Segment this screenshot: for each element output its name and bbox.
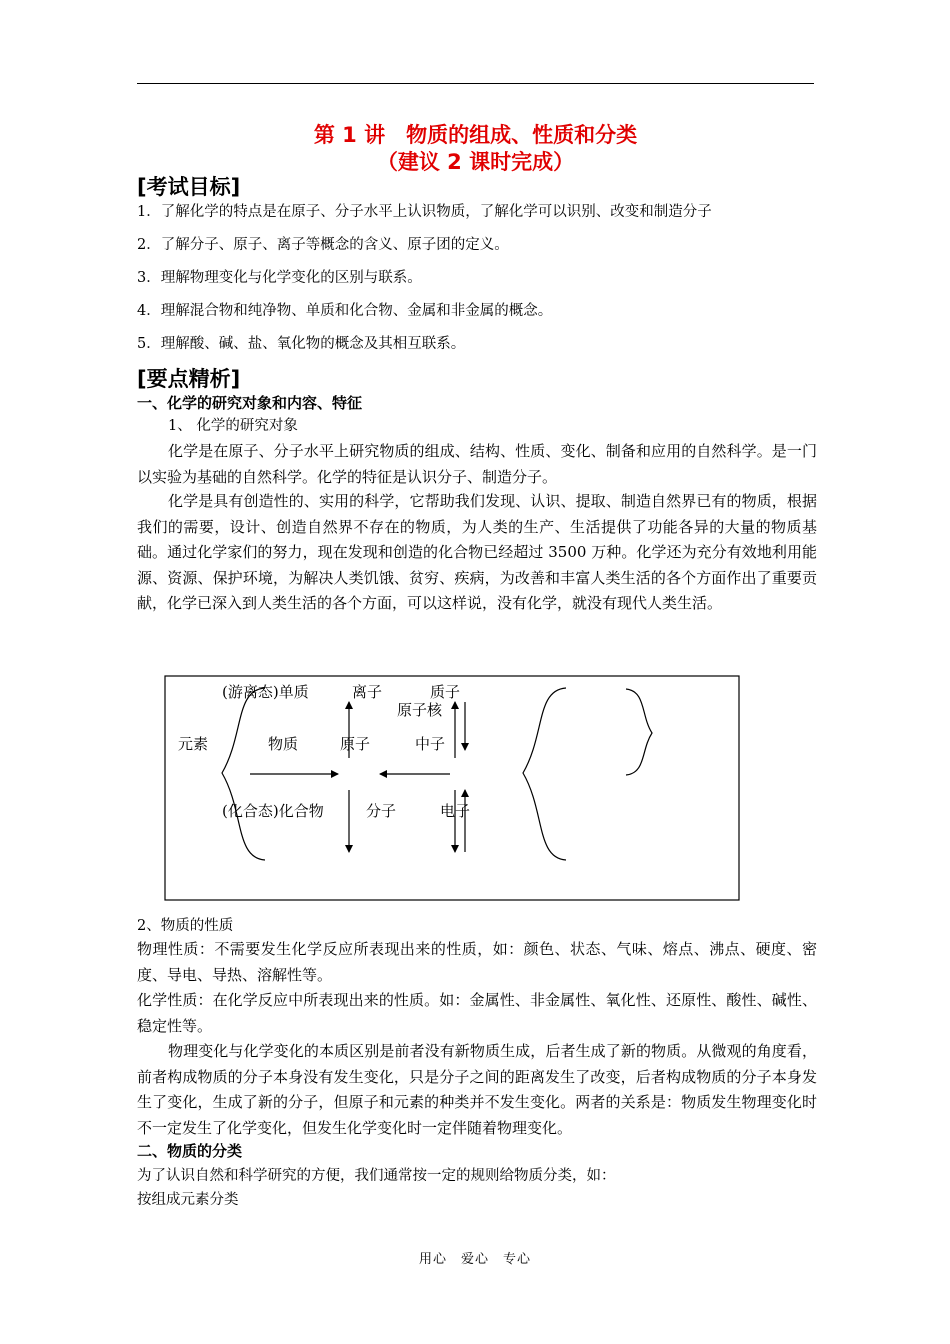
label-element: 元素 bbox=[178, 735, 209, 753]
key-points-heading: [要点精析] bbox=[137, 367, 241, 391]
diagram-frame bbox=[165, 676, 739, 900]
label-neutron: 中子 bbox=[415, 735, 446, 753]
paragraph-2: 化学是具有创造性的、实用的科学，它帮助我们发现、认识、提取、制造自然界已有的物质，根据我们的需要，设计、创造自然界不存在的物质，为人类的生产、生活提供了功能各异的大量的物质基础。通过化学家们的努力，现在发现和创造的化合物已经超过 3500 万种。化学还为充分有效地利用能源、资源、保护环境，为解决人类饥饿、贫穷、疾病，为改善和丰富人类生活的各个方面作出了重要贡献，化学已深入到人类生活的各个方面，可以这样说，没有化学，就没有现代人类生活。 bbox=[137, 492, 817, 612]
label-proton: 质子 bbox=[430, 683, 461, 701]
label-ion: 离子 bbox=[352, 683, 383, 701]
right-brace bbox=[626, 689, 652, 775]
objective-1: 1．了解化学的特点是在原子、分子水平上认识物质，了解化学可以识别、改变和制造分子 bbox=[137, 204, 712, 220]
middle-brace bbox=[523, 688, 566, 860]
label-electron: 电子 bbox=[440, 802, 471, 820]
paragraph-1: 化学是在原子、分子水平上研究物质的组成、结构、性质、变化、制备和应用的自然科学。是一门以实验为基础的自然科学。化学的特征是认识分子、制造分子。 bbox=[137, 442, 817, 486]
objective-3: 3．理解物理变化与化学变化的区别与联系。 bbox=[137, 270, 422, 286]
page-subtitle: （建议 2 课时完成） bbox=[376, 150, 575, 174]
paragraph-3: 物理变化与化学变化的本质区别是前者没有新物质生成，后者生成了新的物质。从微观的角度看，前者构成物质的分子本身没有发生变化，只是分子之间的距离发生了改变，后者构成物质的分子本身发生了变化，生成了新的分子，但原子和元素的种类并不发生变化。两者的关系是：物质发生物理变化时不一定发生了化学变化，但发生化学变化时一定伴随着物理变化。 bbox=[137, 1042, 817, 1137]
physical-properties: 物理性质：不需要发生化学反应所表现出来的性质，如：颜色、状态、气味、熔点、沸点、硬度、密度、导电、导热、溶解性等。 bbox=[137, 940, 817, 984]
subsection-2-heading: 2、物质的性质 bbox=[137, 918, 234, 934]
chemical-properties: 化学性质：在化学反应中所表现出来的性质。如：金属性、非金属性、氧化性、还原性、酸性、碱性、稳定性等。 bbox=[137, 991, 817, 1035]
label-atom: 原子 bbox=[340, 735, 371, 753]
page-footer: 用心 爱心 专心 bbox=[418, 1252, 531, 1267]
label-combined-state: (化合态)化合物 bbox=[222, 802, 324, 820]
objective-2: 2．了解分子、原子、离子等概念的含义、原子团的定义。 bbox=[137, 237, 509, 253]
label-free-state: (游离态)单质 bbox=[222, 683, 309, 701]
section-1-heading: 一、化学的研究对象和内容、特征 bbox=[137, 394, 363, 412]
objective-4: 4．理解混合物和纯净物、单质和化合物、金属和非金属的概念。 bbox=[137, 303, 553, 319]
exam-objectives-heading: [考试目标] bbox=[137, 175, 241, 199]
subsection-1-heading: 1、 化学的研究对象 bbox=[168, 418, 298, 434]
paragraph-5: 按组成元素分类 bbox=[137, 1192, 239, 1208]
label-nucleus: 原子核 bbox=[397, 701, 443, 719]
paragraph-4: 为了认识自然和科学研究的方便，我们通常按一定的规则给物质分类，如： bbox=[137, 1168, 616, 1184]
page-title: 第 1 讲 物质的组成、性质和分类 bbox=[313, 123, 638, 147]
section-2-heading: 二、物质的分类 bbox=[137, 1142, 243, 1160]
label-molecule: 分子 bbox=[366, 802, 397, 820]
objective-5: 5．理解酸、碱、盐、氧化物的概念及其相互联系。 bbox=[137, 336, 466, 352]
label-substance: 物质 bbox=[268, 735, 299, 753]
